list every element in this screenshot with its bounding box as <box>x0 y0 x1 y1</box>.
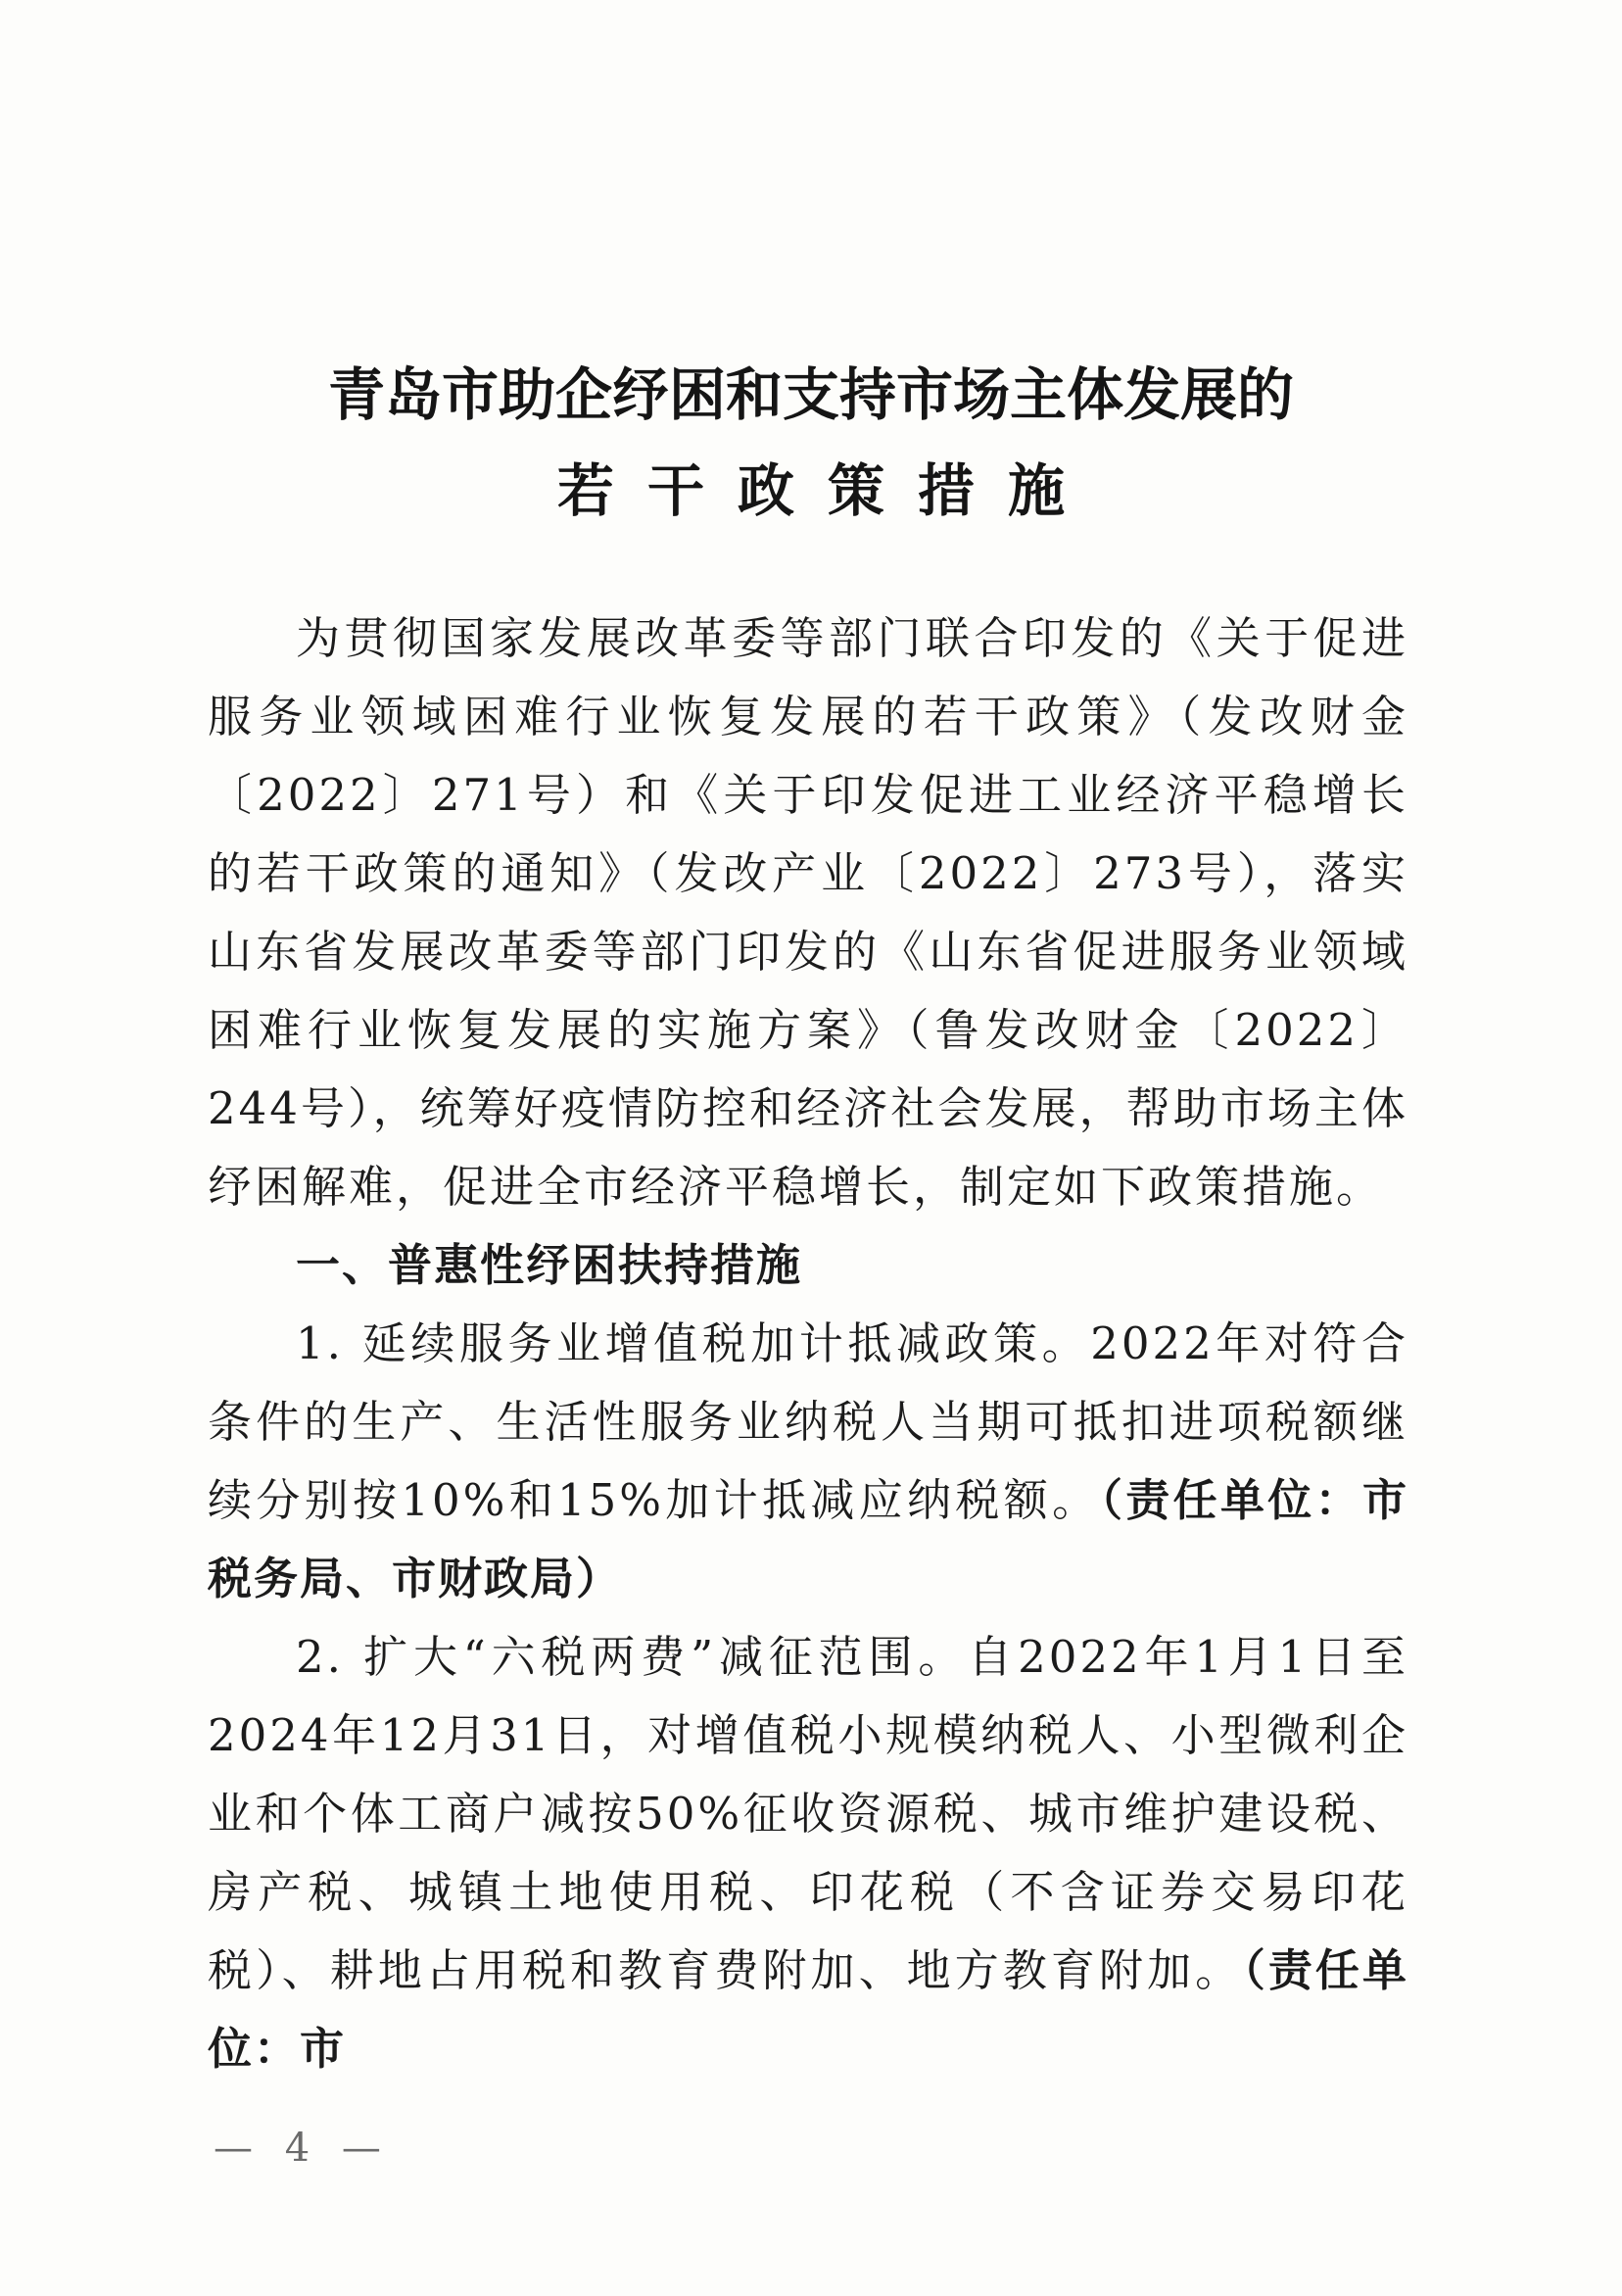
document-title-line2: 若干政策措施 <box>556 457 1098 524</box>
policy-item-2-text: 2. 扩大“六税两费”减征范围。自2022年1月1日至2024年12月31日，对增值税小规模纳税人、小型微利企业和个体工商户减按50%征收资源税、城市维护建设税、房产税、城镇土地使用税、印花税（不含证券交易印花税）、耕地占用税和教育费附加、地方教育附加。 <box>208 1631 1408 1996</box>
document-title-line1: 青岛市助企纾困和支持市场主体发展的 <box>327 361 1294 428</box>
document-body <box>208 599 1408 2088</box>
intro-paragraph: 为贯彻国家发展改革委等部门联合印发的《关于促进服务业领域困难行业恢复发展的若干政策》（发改财金〔2022〕271号）和《关于印发促进工业经济平稳增长的若干政策的通知》（发改产业〔2022〕273号），落实山东省发展改革委等部门印发的《山东省促进服务业领域困难行业恢复发展的实施方案》（鲁发改财金〔2022〕244号），统筹好疫情防控和经济社会发展，帮助市场主体纾困解难，促进全市经济平稳增长，制定如下政策措施。 <box>208 612 1408 1213</box>
policy-item-1-text: 1. 延续服务业增值税加计抵减政策。2022年对符合条件的生产、生活性服务业纳税人当期可抵扣进项税额继续分别按10%和15%加计抵减应纳税额。 <box>208 1317 1408 1526</box>
section-heading: 一、普惠性纾困扶持措施 <box>296 1239 803 1291</box>
policy-item-1-responsibility: （责任单位：市税务局、市财政局） <box>208 1474 1408 1604</box>
page-number: — 4 — <box>214 2126 391 2171</box>
policy-item-1 <box>208 1305 1408 1618</box>
policy-item-2-responsibility: （责任单位：市 <box>208 1944 1408 2075</box>
policy-item-2 <box>208 1618 1408 2088</box>
